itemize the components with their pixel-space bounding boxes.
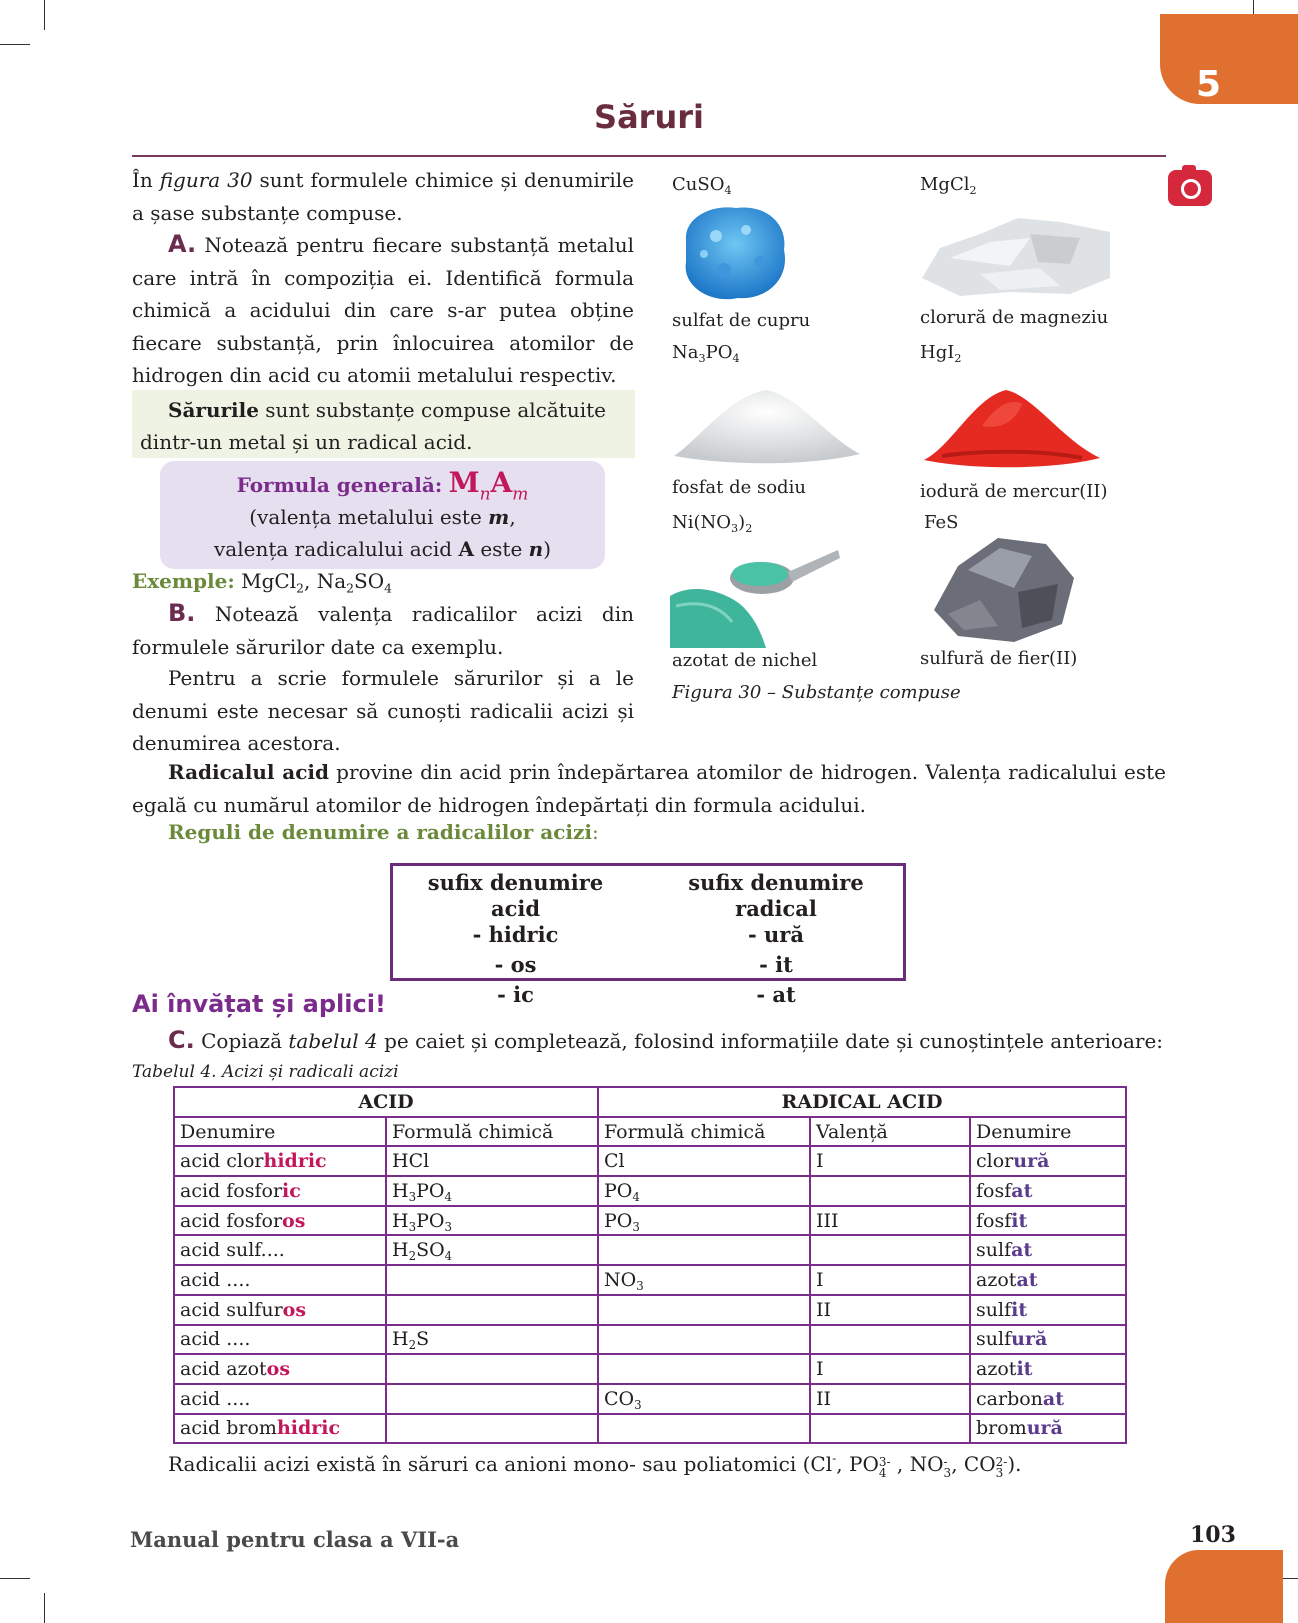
acid-name-cell: acid sulfuros <box>174 1295 386 1325</box>
rules-heading: Reguli de denumire a radicalilor acizi: <box>168 820 599 844</box>
radical-name-cell: azotat <box>970 1265 1126 1295</box>
table-caption: Tabelul 4. Acizi și radicali acizi <box>132 1062 399 1082</box>
acid-formula-cell: $H_2SO_4$ <box>386 1235 598 1265</box>
valence-cell <box>810 1235 970 1265</box>
table-row <box>174 1354 1126 1384</box>
task-b: B. Notează valența radicalilor acizi din formulele sărurilor date ca exemplu. <box>132 599 634 659</box>
column-header: Formulă chimică <box>386 1117 598 1147</box>
radical-name-cell: bromură <box>970 1414 1126 1444</box>
figure-name: azotat de nichel <box>672 650 818 671</box>
page-title: Săruri <box>594 98 704 136</box>
table-row <box>174 1235 1126 1265</box>
crop-mark <box>0 1578 30 1579</box>
formula-label: Formula generală: <box>236 473 443 497</box>
acid-formula-cell <box>386 1354 598 1384</box>
figure-name: sulfură de fier(II) <box>920 648 1078 669</box>
figure-name: sulfat de cupru <box>672 310 811 331</box>
radical-formula-cell <box>598 1414 810 1444</box>
definition-box <box>132 390 635 458</box>
magnesium-chloride-image <box>920 208 1112 298</box>
chapter-number: 5 <box>1196 64 1222 105</box>
group-header-radical: RADICAL ACID <box>598 1087 1126 1117</box>
radical-formula-cell <box>598 1354 810 1384</box>
radical-name-cell: clorură <box>970 1146 1126 1176</box>
acid-name-cell: acid .... <box>174 1325 386 1355</box>
radical-name-cell: sulfură <box>970 1325 1126 1355</box>
radical-formula-cell: $NO_3$ <box>598 1265 810 1295</box>
figure-formula: $Ni(NO_3)_2$ <box>672 512 753 535</box>
table-row <box>174 1146 1126 1176</box>
formula-line-3: valența radicalului acid A este n) <box>213 537 552 561</box>
footer-book-title: Manual pentru clasa a VII-a <box>130 1527 460 1552</box>
acid-name-cell: acid sulf.... <box>174 1235 386 1265</box>
examples: Exemple: MgCl$_2$, $Na_2SO_4$ <box>132 569 393 596</box>
acid-formula-cell <box>386 1384 598 1414</box>
crop-mark <box>44 0 45 30</box>
table-row <box>174 1265 1126 1295</box>
valence-cell <box>810 1414 970 1444</box>
valence-cell: I <box>810 1146 970 1176</box>
radical-formula-cell: $CO_3$ <box>598 1384 810 1414</box>
crop-mark <box>0 44 30 45</box>
intro-paragraph: În figura 30 sunt formulele chimice și denumirile a șase substanțe compuse. <box>132 168 634 225</box>
figure-name: iodură de mercur(II) <box>920 481 1108 502</box>
section-heading: Ai învățat și aplici! <box>132 990 386 1018</box>
radical-formula-cell: $PO_3$ <box>598 1206 810 1236</box>
acid-formula-cell: $H_3PO_3$ <box>386 1206 598 1236</box>
acid-formula-cell: HCl <box>386 1146 598 1176</box>
group-header-acid: ACID <box>174 1087 598 1117</box>
column-header: Denumire <box>174 1117 386 1147</box>
anions-note: Radicalii acizi există în săruri ca anioni mono- sau poliatomici (Cl-, PO 3- 4 , NO - 3 , CO 2- 3 ). <box>168 1450 1022 1480</box>
table-row <box>174 1206 1126 1236</box>
copper-sulfate-image <box>676 200 794 304</box>
page-number: 103 <box>1190 1522 1236 1548</box>
definition-text: sunt substanțe compuse alcătuite dintr-un metal și un radical acid. <box>140 398 606 454</box>
table-row <box>174 1325 1126 1355</box>
acid-name-cell: acid .... <box>174 1384 386 1414</box>
table-row <box>174 1176 1126 1206</box>
task-a-text: Notează pentru fiecare substanță metalul care intră în compoziția ei. Identifică formula chimică a acidului din care s-ar putea obține fiecare substanță, prin înlocuirea atomilor de hidrogen din acid cu atomii metalului respectiv. <box>132 233 635 387</box>
figure-formula: MgCl$_2$ <box>920 174 977 197</box>
iron-sulfide-image <box>928 530 1078 644</box>
radical-formula-cell <box>598 1295 810 1325</box>
figure-formula: FeS <box>924 512 959 533</box>
acid-name-cell: acid clorhidric <box>174 1146 386 1176</box>
column-header: Valență <box>810 1117 970 1147</box>
radical-formula-cell: Cl <box>598 1146 810 1176</box>
task-c: C. Copiază tabelul 4 pe caiet și completează, folosind informațiile date și cunoștințele anterioare: <box>168 1026 1164 1054</box>
task-a-letter: A. <box>168 230 197 258</box>
title-divider <box>132 155 1166 157</box>
acid-name-cell: acid fosforic <box>174 1176 386 1206</box>
column-header: Formulă chimică <box>598 1117 810 1147</box>
figure-name: clorură de magneziu <box>920 307 1109 328</box>
acid-formula-cell <box>386 1295 598 1325</box>
valence-cell: III <box>810 1206 970 1236</box>
camera-icon[interactable] <box>1168 170 1212 206</box>
acid-name-cell: acid bromhidric <box>174 1414 386 1444</box>
nickel-nitrate-image <box>670 544 842 648</box>
examples-label: Exemple: <box>132 569 235 593</box>
acid-formula-cell: $H_3PO_4$ <box>386 1176 598 1206</box>
column-header: Denumire <box>970 1117 1126 1147</box>
task-b-letter: B. <box>168 599 196 627</box>
radical-name-cell: carbonat <box>970 1384 1126 1414</box>
crop-mark <box>44 1593 45 1623</box>
valence-cell <box>810 1325 970 1355</box>
radical-name-cell: azotit <box>970 1354 1126 1384</box>
figure-formula: CuSO$_4$ <box>672 174 732 197</box>
acid-name-cell: acid .... <box>174 1265 386 1295</box>
acid-name-cell: acid fosforos <box>174 1206 386 1236</box>
acid-formula-cell <box>386 1414 598 1444</box>
valence-cell: II <box>810 1384 970 1414</box>
page-number-tab <box>1165 1550 1283 1623</box>
figure-formula: HgI$_2$ <box>920 342 962 365</box>
radical-term: Radicalul acid <box>168 760 329 784</box>
task-a <box>132 228 634 392</box>
rules-header-radical: sufix denumire radical <box>688 870 864 921</box>
definition-term: Sărurile <box>168 398 259 422</box>
acids-radicals-table <box>173 1086 1127 1444</box>
radical-paragraph: Radicalul acid provine din acid prin îndepărtarea atomilor de hidrogen. Valența radicalului este egală cu numărul atomilor de hidrogen îndepărtați din formula acidului. <box>132 760 1166 817</box>
mercury-iodide-image <box>922 386 1102 470</box>
radical-formula-cell: $PO_4$ <box>598 1176 810 1206</box>
table-row <box>174 1384 1126 1414</box>
radical-name-cell: fosfit <box>970 1206 1126 1236</box>
radical-name-cell: sulfit <box>970 1295 1126 1325</box>
figure-caption: Figura 30 – Substanțe compuse <box>672 682 961 703</box>
figure-name: fosfat de sodiu <box>672 477 806 498</box>
valence-cell <box>810 1176 970 1206</box>
chapter-tab <box>1160 14 1298 104</box>
formula-line-2: (valența metalului este m, <box>249 505 516 529</box>
general-formula-box: Formula generală: $M_nA_m$ (valența metalului este m, valența radicalului acid A este n) <box>160 461 605 569</box>
task-c-letter: C. <box>168 1026 195 1054</box>
table-row <box>174 1414 1126 1444</box>
acid-formula-cell <box>386 1265 598 1295</box>
acid-name-cell: acid azotos <box>174 1354 386 1384</box>
figure-reference: figura 30 <box>159 168 253 192</box>
task-b-paragraph: Pentru a scrie formulele sărurilor și a le denumi este necesar să cunoști radicalii acizi și denumirea acestora. <box>132 666 634 755</box>
table-row <box>174 1295 1126 1325</box>
valence-cell: II <box>810 1295 970 1325</box>
rules-header-acid: sufix denumire acid <box>427 870 604 921</box>
figure-formula: $Na_3PO_4$ <box>672 342 740 365</box>
radical-formula-cell <box>598 1325 810 1355</box>
acid-formula-cell: $H_2S$ <box>386 1325 598 1355</box>
valence-cell: I <box>810 1354 970 1384</box>
radical-formula-cell <box>598 1235 810 1265</box>
naming-rules-table: sufix denumire acid - hidric - os - ic sufix denumire radical - ură - it - at <box>390 863 906 981</box>
radical-name-cell: fosfat <box>970 1176 1126 1206</box>
valence-cell: I <box>810 1265 970 1295</box>
sodium-phosphate-image <box>670 386 862 464</box>
radical-name-cell: sulfat <box>970 1235 1126 1265</box>
